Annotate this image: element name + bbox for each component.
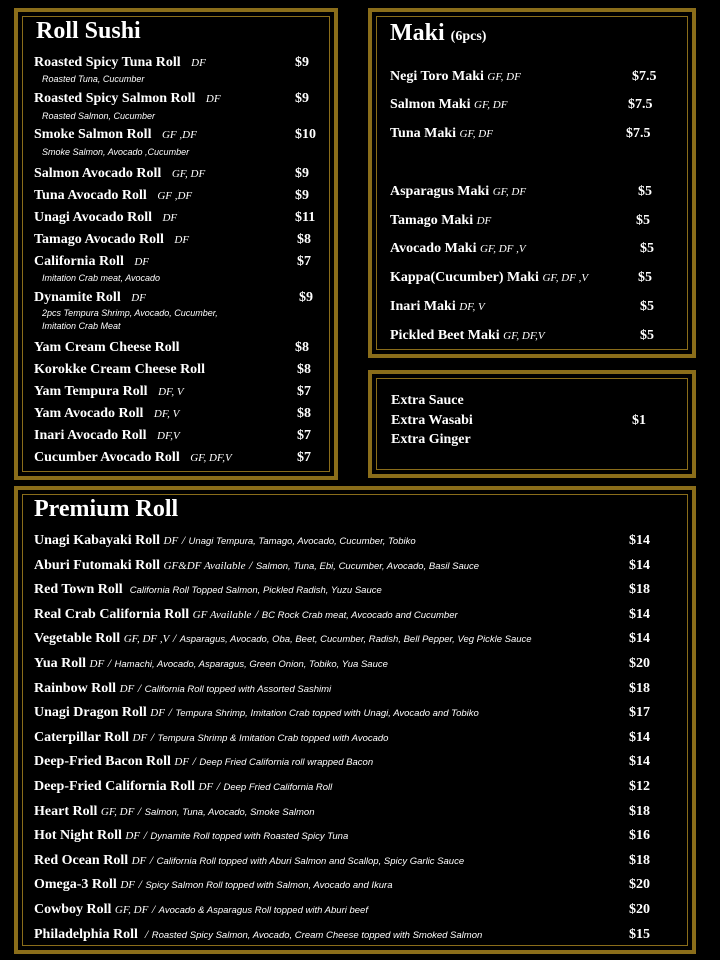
premium-title: Premium Roll	[34, 496, 179, 522]
maki-item-price: $5	[638, 184, 652, 199]
premium-item-price: $14	[629, 631, 650, 646]
premium-item-separator: /	[151, 902, 156, 916]
maki-item-name: Avocado Maki	[390, 241, 477, 256]
maki-item-name: Tamago Maki	[390, 213, 474, 228]
premium-item-tags: DF	[198, 781, 214, 793]
maki-item	[390, 213, 491, 229]
premium-item-separator: /	[254, 607, 259, 621]
premium-item-separator: /	[137, 804, 142, 818]
premium-item-desc: Hamachi, Avocado, Asparagus, Green Onion, Tobiko, Yua Sauce	[114, 659, 388, 670]
roll-item	[34, 127, 197, 143]
roll-item-desc: 2pcs Tempura Shrimp, Avocado, Cucumber,	[42, 308, 218, 318]
premium-item-tags: DF	[125, 830, 141, 842]
premium-item-price: $20	[629, 902, 650, 917]
premium-item	[34, 533, 416, 549]
premium-item-name: Cowboy Roll	[34, 902, 112, 917]
premium-item	[34, 853, 464, 869]
roll-item-tags: GF, DF	[171, 168, 206, 180]
premium-item-desc: Roasted Spicy Salmon, Avocado, Cream Cheese topped with Smoked Salmon	[151, 930, 483, 941]
roll-item-price: $8	[297, 406, 311, 421]
premium-item-price: $14	[629, 754, 650, 769]
maki-item-price: $5	[640, 299, 654, 314]
premium-item-tags: GF, DF	[100, 806, 135, 818]
maki-item-price: $5	[638, 270, 652, 285]
premium-item-name: Deep-Fried California Roll	[34, 779, 195, 794]
maki-item-name: Kappa(Cucumber) Maki	[390, 270, 539, 285]
premium-item	[34, 582, 382, 598]
premium-item-desc: Salmon, Tuna, Ebi, Cucumber, Avocado, Basil Sauce	[255, 561, 480, 572]
premium-item-name: Aburi Futomaki Roll	[34, 558, 161, 573]
maki-item-price: $5	[636, 213, 650, 228]
roll-item-tags: DF	[134, 256, 150, 268]
premium-item	[34, 754, 373, 770]
maki-item-name: Pickled Beet Maki	[390, 328, 500, 343]
premium-item-price: $18	[629, 853, 650, 868]
premium-item-separator: /	[143, 828, 147, 842]
maki-item-tags: GF, DF	[492, 186, 527, 198]
roll-item	[34, 210, 177, 226]
roll-item-desc: Imitation Crab meat, Avocado	[42, 273, 161, 283]
maki-item	[390, 299, 485, 315]
roll-item-name: Korokke Cream Cheese Roll	[34, 362, 205, 377]
premium-item-separator: /	[107, 656, 112, 670]
roll-item-name: California Roll	[34, 254, 124, 269]
premium-item	[34, 877, 392, 893]
roll-item-tags: GF ,DF	[157, 190, 193, 202]
premium-item-desc: Spicy Salmon Roll topped with Salmon, Avocado and Ikura	[145, 880, 393, 891]
premium-item	[34, 927, 482, 943]
premium-item-desc: Deep Fried California roll wrapped Bacon	[199, 757, 374, 768]
roll-item-price: $9	[295, 166, 309, 181]
premium-item-tags: DF	[174, 756, 190, 768]
premium-item-tags: DF	[120, 879, 135, 891]
premium-item-tags: GF Available	[192, 609, 252, 621]
maki-title-text: Maki	[390, 20, 445, 46]
premium-item-desc: Avocado & Asparagus Roll topped with Aburi beef	[158, 905, 368, 916]
premium-item-separator: /	[144, 927, 149, 941]
roll-item-tags: DF,V	[157, 430, 180, 442]
roll-item-desc: Roasted Salmon, Cucumber	[42, 111, 156, 121]
premium-item-separator: /	[192, 754, 196, 768]
roll-item	[34, 166, 205, 182]
roll-item-price: $7	[297, 428, 311, 443]
maki-subtitle: (6pcs)	[450, 29, 487, 44]
premium-item-separator: /	[150, 730, 155, 744]
premium-item	[34, 681, 331, 697]
premium-item-price: $18	[629, 582, 650, 597]
roll-item-tags: DF, V	[158, 386, 184, 398]
roll-item	[34, 232, 189, 248]
premium-item-separator: /	[138, 877, 142, 891]
premium-item-name: Unagi Kabayaki Roll	[34, 533, 161, 548]
premium-item-price: $16	[629, 828, 650, 843]
premium-item-price: $18	[629, 804, 650, 819]
premium-item-name: Omega-3 Roll	[34, 877, 117, 892]
maki-item	[390, 241, 526, 257]
premium-item-name: Vegetable Roll	[34, 631, 121, 646]
roll-item-desc: Roasted Tuna, Cucumber	[42, 74, 145, 84]
roll-item-price: $8	[297, 232, 311, 247]
maki-item-tags: GF, DF	[474, 99, 508, 111]
roll-item-price: $8	[297, 362, 311, 377]
roll-item-tags: GF, DF,V	[190, 452, 232, 464]
premium-item-tags: GF, DF	[114, 904, 149, 916]
maki-title	[390, 20, 486, 47]
premium-item-name: Rainbow Roll	[34, 681, 117, 696]
extra-ginger: Extra Ginger	[391, 432, 471, 447]
roll-item-price: $7	[297, 254, 311, 269]
premium-item-price: $20	[629, 877, 650, 892]
maki-item-tags: DF	[476, 215, 492, 227]
premium-item-price: $17	[629, 705, 650, 720]
premium-item-desc: BC Rock Crab meat, Avcocado and Cucumber	[261, 610, 458, 621]
maki-item-tags: GF, DF ,V	[479, 243, 526, 255]
premium-item-tags: GF, DF ,V	[123, 633, 170, 645]
premium-item	[34, 779, 332, 795]
maki-item-price: $5	[640, 241, 654, 256]
extra-sauce: Extra Sauce	[391, 393, 464, 408]
premium-item-desc: Salmon, Tuna, Avocado, Smoke Salmon	[144, 807, 315, 818]
premium-item-price: $14	[629, 533, 650, 548]
roll-item-desc: Imitation Crab Meat	[42, 321, 121, 331]
roll-item	[34, 450, 232, 466]
premium-item	[34, 631, 532, 647]
roll-item	[34, 340, 180, 356]
premium-item-separator: /	[137, 681, 142, 695]
roll-item-tags: DF	[191, 57, 206, 69]
roll-item-tags: GF ,DF	[161, 129, 197, 141]
premium-item-separator: /	[181, 533, 186, 547]
premium-item-tags: DF	[119, 683, 135, 695]
maki-item-name: Negi Toro Maki	[390, 69, 484, 84]
maki-item-tags: GF, DF ,V	[542, 272, 589, 284]
premium-item-desc: Deep Fried California Roll	[223, 782, 333, 793]
maki-item-price: $7.5	[628, 97, 653, 112]
premium-item-name: Red Ocean Roll	[34, 853, 129, 868]
maki-item-name: Salmon Maki	[390, 97, 471, 112]
roll-item-name: Roasted Spicy Salmon Roll	[34, 91, 196, 106]
roll-item-name: Dynamite Roll	[34, 290, 121, 305]
roll-item-name: Tamago Avocado Roll	[34, 232, 164, 247]
premium-item	[34, 828, 348, 844]
premium-item-price: $15	[629, 927, 650, 942]
roll-item	[34, 290, 146, 306]
premium-item-tags: DF	[89, 658, 105, 670]
premium-item-price: $12	[629, 779, 650, 794]
roll-item-name: Yam Cream Cheese Roll	[34, 340, 180, 355]
premium-item-desc: Tempura Shrimp, Imitation Crab topped with Unagi, Avocado and Tobiko	[175, 708, 479, 719]
premium-item-desc: California Roll Topped Salmon, Pickled Radish, Yuzu Sauce	[129, 585, 382, 596]
premium-item-desc: California Roll topped with Aburi Salmon and Scallop, Spicy Garlic Sauce	[156, 856, 465, 867]
premium-item-price: $20	[629, 656, 650, 671]
premium-item-tags: GF&DF Available	[163, 560, 246, 572]
premium-item-name: Yua Roll	[34, 656, 87, 671]
roll-item-name: Cucumber Avocado Roll	[34, 450, 180, 465]
maki-item-price: $5	[640, 328, 654, 343]
premium-item-tags: DF	[163, 535, 179, 547]
premium-item-tags: DF	[150, 707, 165, 719]
roll-item-price: $7	[297, 450, 311, 465]
maki-item	[390, 270, 588, 286]
roll-item	[34, 428, 180, 444]
roll-item	[34, 384, 184, 400]
roll-item-tags: DF	[174, 234, 190, 246]
roll-item-price: $9	[295, 188, 309, 203]
premium-item-name: Real Crab California Roll	[34, 607, 190, 622]
roll-item-tags: DF	[205, 93, 221, 105]
roll-item	[34, 55, 206, 71]
premium-item-price: $14	[629, 558, 650, 573]
premium-item-name: Hot Night Roll	[34, 828, 122, 843]
premium-item-price: $14	[629, 730, 650, 745]
maki-item-price: $7.5	[632, 69, 657, 84]
roll-item	[34, 188, 192, 204]
premium-item-desc: California Roll topped with Assorted Sashimi	[144, 684, 332, 695]
roll-item-price: $9	[299, 290, 313, 305]
premium-item-separator: /	[149, 853, 154, 867]
roll-item-price: $8	[295, 340, 309, 355]
roll-item-price: $7	[297, 384, 311, 399]
maki-item-tags: GF, DF,V	[503, 330, 545, 342]
roll-item-price: $11	[295, 210, 316, 225]
maki-item	[390, 328, 545, 344]
roll-item-name: Yam Tempura Roll	[34, 384, 148, 399]
maki-item-price: $7.5	[626, 126, 651, 141]
premium-item-name: Heart Roll	[34, 804, 98, 819]
premium-item-price: $18	[629, 681, 650, 696]
premium-item	[34, 607, 458, 623]
premium-item-desc: Dynamite Roll topped with Roasted Spicy Tuna	[150, 831, 349, 842]
maki-item-tags: DF, V	[459, 301, 485, 313]
maki-item-name: Inari Maki	[390, 299, 456, 314]
extras-price: $1	[632, 413, 646, 428]
premium-item-desc: Tempura Shrimp & Imitation Crab topped with Avocado	[157, 733, 389, 744]
roll-item-name: Inari Avocado Roll	[34, 428, 147, 443]
premium-item	[34, 558, 479, 574]
premium-item	[34, 656, 388, 672]
extra-wasabi: Extra Wasabi	[391, 413, 473, 428]
maki-item-name: Tuna Maki	[390, 126, 457, 141]
roll-item-tags: DF	[131, 292, 146, 304]
maki-item	[390, 69, 521, 85]
premium-item-desc: Asparagus, Avocado, Oba, Beet, Cucumber, Radish, Bell Pepper, Veg Pickle Sauce	[179, 634, 532, 645]
roll-item	[34, 362, 205, 378]
maki-item	[390, 184, 526, 200]
premium-item	[34, 730, 388, 746]
premium-item-name: Deep-Fried Bacon Roll	[34, 754, 171, 769]
roll-item-name: Smoke Salmon Roll	[34, 127, 152, 142]
premium-item-separator: /	[249, 558, 253, 572]
premium-item-separator: /	[172, 631, 177, 645]
premium-item-separator: /	[168, 705, 172, 719]
roll-item-name: Salmon Avocado Roll	[34, 166, 162, 181]
roll-item-price: $9	[295, 91, 309, 106]
roll-item-name: Yam Avocado Roll	[34, 406, 144, 421]
roll-item-name: Roasted Spicy Tuna Roll	[34, 55, 181, 70]
maki-item-name: Asparagus Maki	[390, 184, 490, 199]
premium-item	[34, 902, 368, 918]
premium-item-separator: /	[216, 779, 220, 793]
roll-sushi-title: Roll Sushi	[36, 18, 141, 44]
premium-item-price: $14	[629, 607, 650, 622]
roll-item	[34, 406, 179, 422]
maki-item	[390, 97, 507, 113]
maki-item-tags: GF, DF	[459, 128, 493, 140]
roll-item-desc: Smoke Salmon, Avocado ,Cucumber	[42, 147, 190, 157]
roll-item-tags: DF, V	[153, 408, 180, 420]
premium-item-desc: Unagi Tempura, Tamago, Avocado, Cucumber, Tobiko	[188, 536, 416, 547]
premium-item	[34, 705, 479, 721]
roll-item-price: $10	[295, 127, 316, 142]
roll-item-tags: DF	[162, 212, 178, 224]
premium-item-name: Unagi Dragon Roll	[34, 705, 147, 720]
premium-item	[34, 804, 315, 820]
premium-item-tags: DF	[132, 732, 148, 744]
premium-item-tags: DF	[131, 855, 147, 867]
premium-item-name: Philadelphia Roll	[34, 927, 138, 942]
roll-item-price: $9	[295, 55, 309, 70]
premium-item-name: Caterpillar Roll	[34, 730, 130, 745]
roll-item	[34, 91, 221, 107]
roll-item	[34, 254, 149, 270]
roll-item-name: Tuna Avocado Roll	[34, 188, 147, 203]
maki-item-tags: GF, DF	[487, 71, 521, 83]
premium-item-name: Red Town Roll	[34, 582, 123, 597]
maki-item	[390, 126, 493, 142]
roll-item-name: Unagi Avocado Roll	[34, 210, 152, 225]
